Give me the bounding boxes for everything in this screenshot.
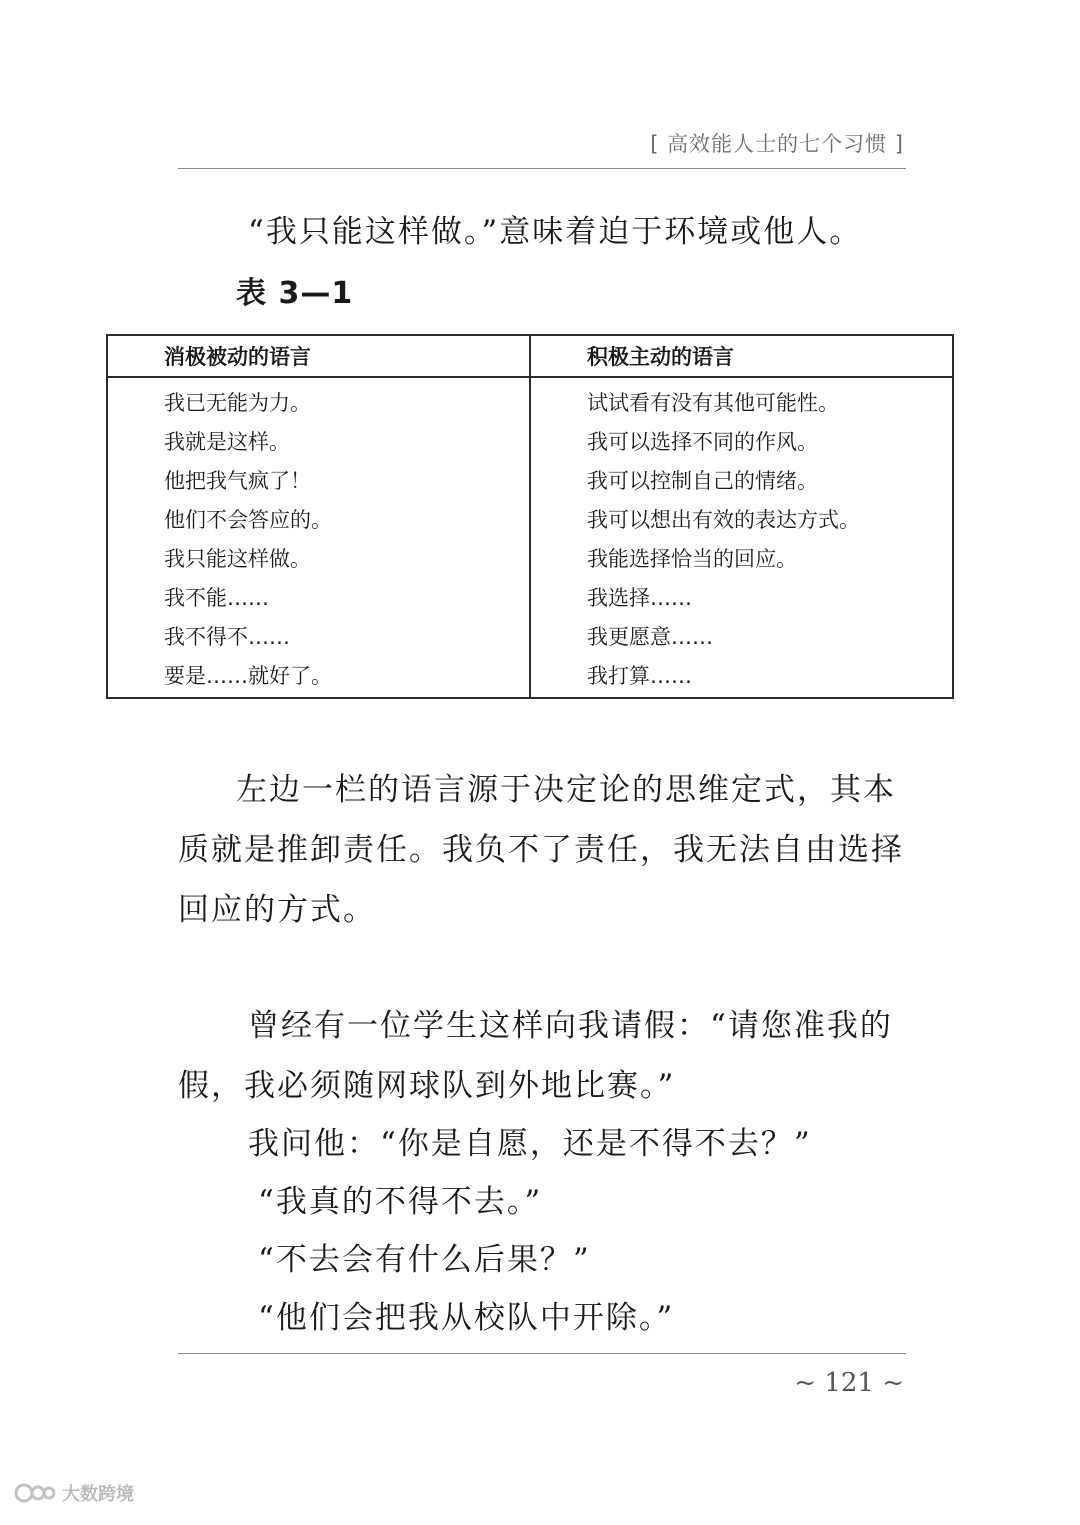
- watermark: [14, 1480, 134, 1506]
- dialogue-line: 我问他：“你是自愿，还是不得不去？”: [248, 1126, 812, 1162]
- table-cell: 要是……就好了。: [164, 664, 332, 688]
- table-caption: 表 3—1: [236, 276, 354, 311]
- table-cell: 我可以选择不同的作风。: [587, 430, 818, 454]
- table-cell: 他把我气疯了！: [164, 469, 311, 493]
- table-header-row: [107, 335, 953, 377]
- table-cell: 他们不会答应的。: [164, 508, 332, 532]
- watermark-text: 大数跨境: [62, 1484, 134, 1505]
- paragraph-line: 左边一栏的语言源于决定论的思维定式，其本: [236, 772, 896, 808]
- table-cell: 我选择……: [587, 586, 692, 610]
- table-cell: 我只能这样做。: [164, 547, 311, 571]
- paragraph-line: 曾经有一位学生这样向我请假：“请您准我的: [248, 1008, 893, 1044]
- paragraph-line: 质就是推卸责任。我负不了责任，我无法自由选择: [178, 832, 904, 868]
- table-body-row: [107, 377, 953, 698]
- intro-line: “我只能这样做。”意味着迫于环境或他人。: [248, 214, 863, 250]
- language-comparison-table: [106, 334, 954, 699]
- footer-rule: [178, 1353, 906, 1354]
- table-cell: 我不得不……: [164, 625, 290, 649]
- paragraph-line: 假，我必须随网球队到外地比赛。”: [178, 1068, 676, 1104]
- watermark-logo-icon: [14, 1480, 56, 1506]
- table-cell: 我不能……: [164, 586, 269, 610]
- table-cell: 我打算……: [587, 664, 692, 688]
- table-cell: 我能选择恰当的回应。: [587, 547, 797, 571]
- table-cell: 我就是这样。: [164, 430, 290, 454]
- table-cell: 试试看有没有其他可能性。: [587, 391, 839, 415]
- table-cell: 我更愿意……: [587, 625, 713, 649]
- paragraph-line: 回应的方式。: [178, 892, 376, 928]
- header-rule: [178, 168, 906, 169]
- table-cell: 我已无能为力。: [164, 391, 311, 415]
- passive-language-header: 消极被动的语言: [107, 335, 530, 377]
- page-number: ~ 121 ~: [794, 1368, 904, 1398]
- proactive-language-header: 积极主动的语言: [530, 335, 953, 377]
- table-cell: 我可以想出有效的表达方式。: [587, 508, 860, 532]
- passive-language-column: [107, 377, 530, 698]
- table-cell: 我可以控制自己的情绪。: [587, 469, 818, 493]
- dialogue-line: “他们会把我从校队中开除。”: [258, 1300, 675, 1336]
- proactive-language-column: [530, 377, 953, 698]
- dialogue-line: “我真的不得不去。”: [258, 1184, 543, 1220]
- dialogue-line: “不去会有什么后果？”: [258, 1242, 591, 1278]
- running-header: [ 高效能人士的七个习惯 ]: [650, 132, 904, 156]
